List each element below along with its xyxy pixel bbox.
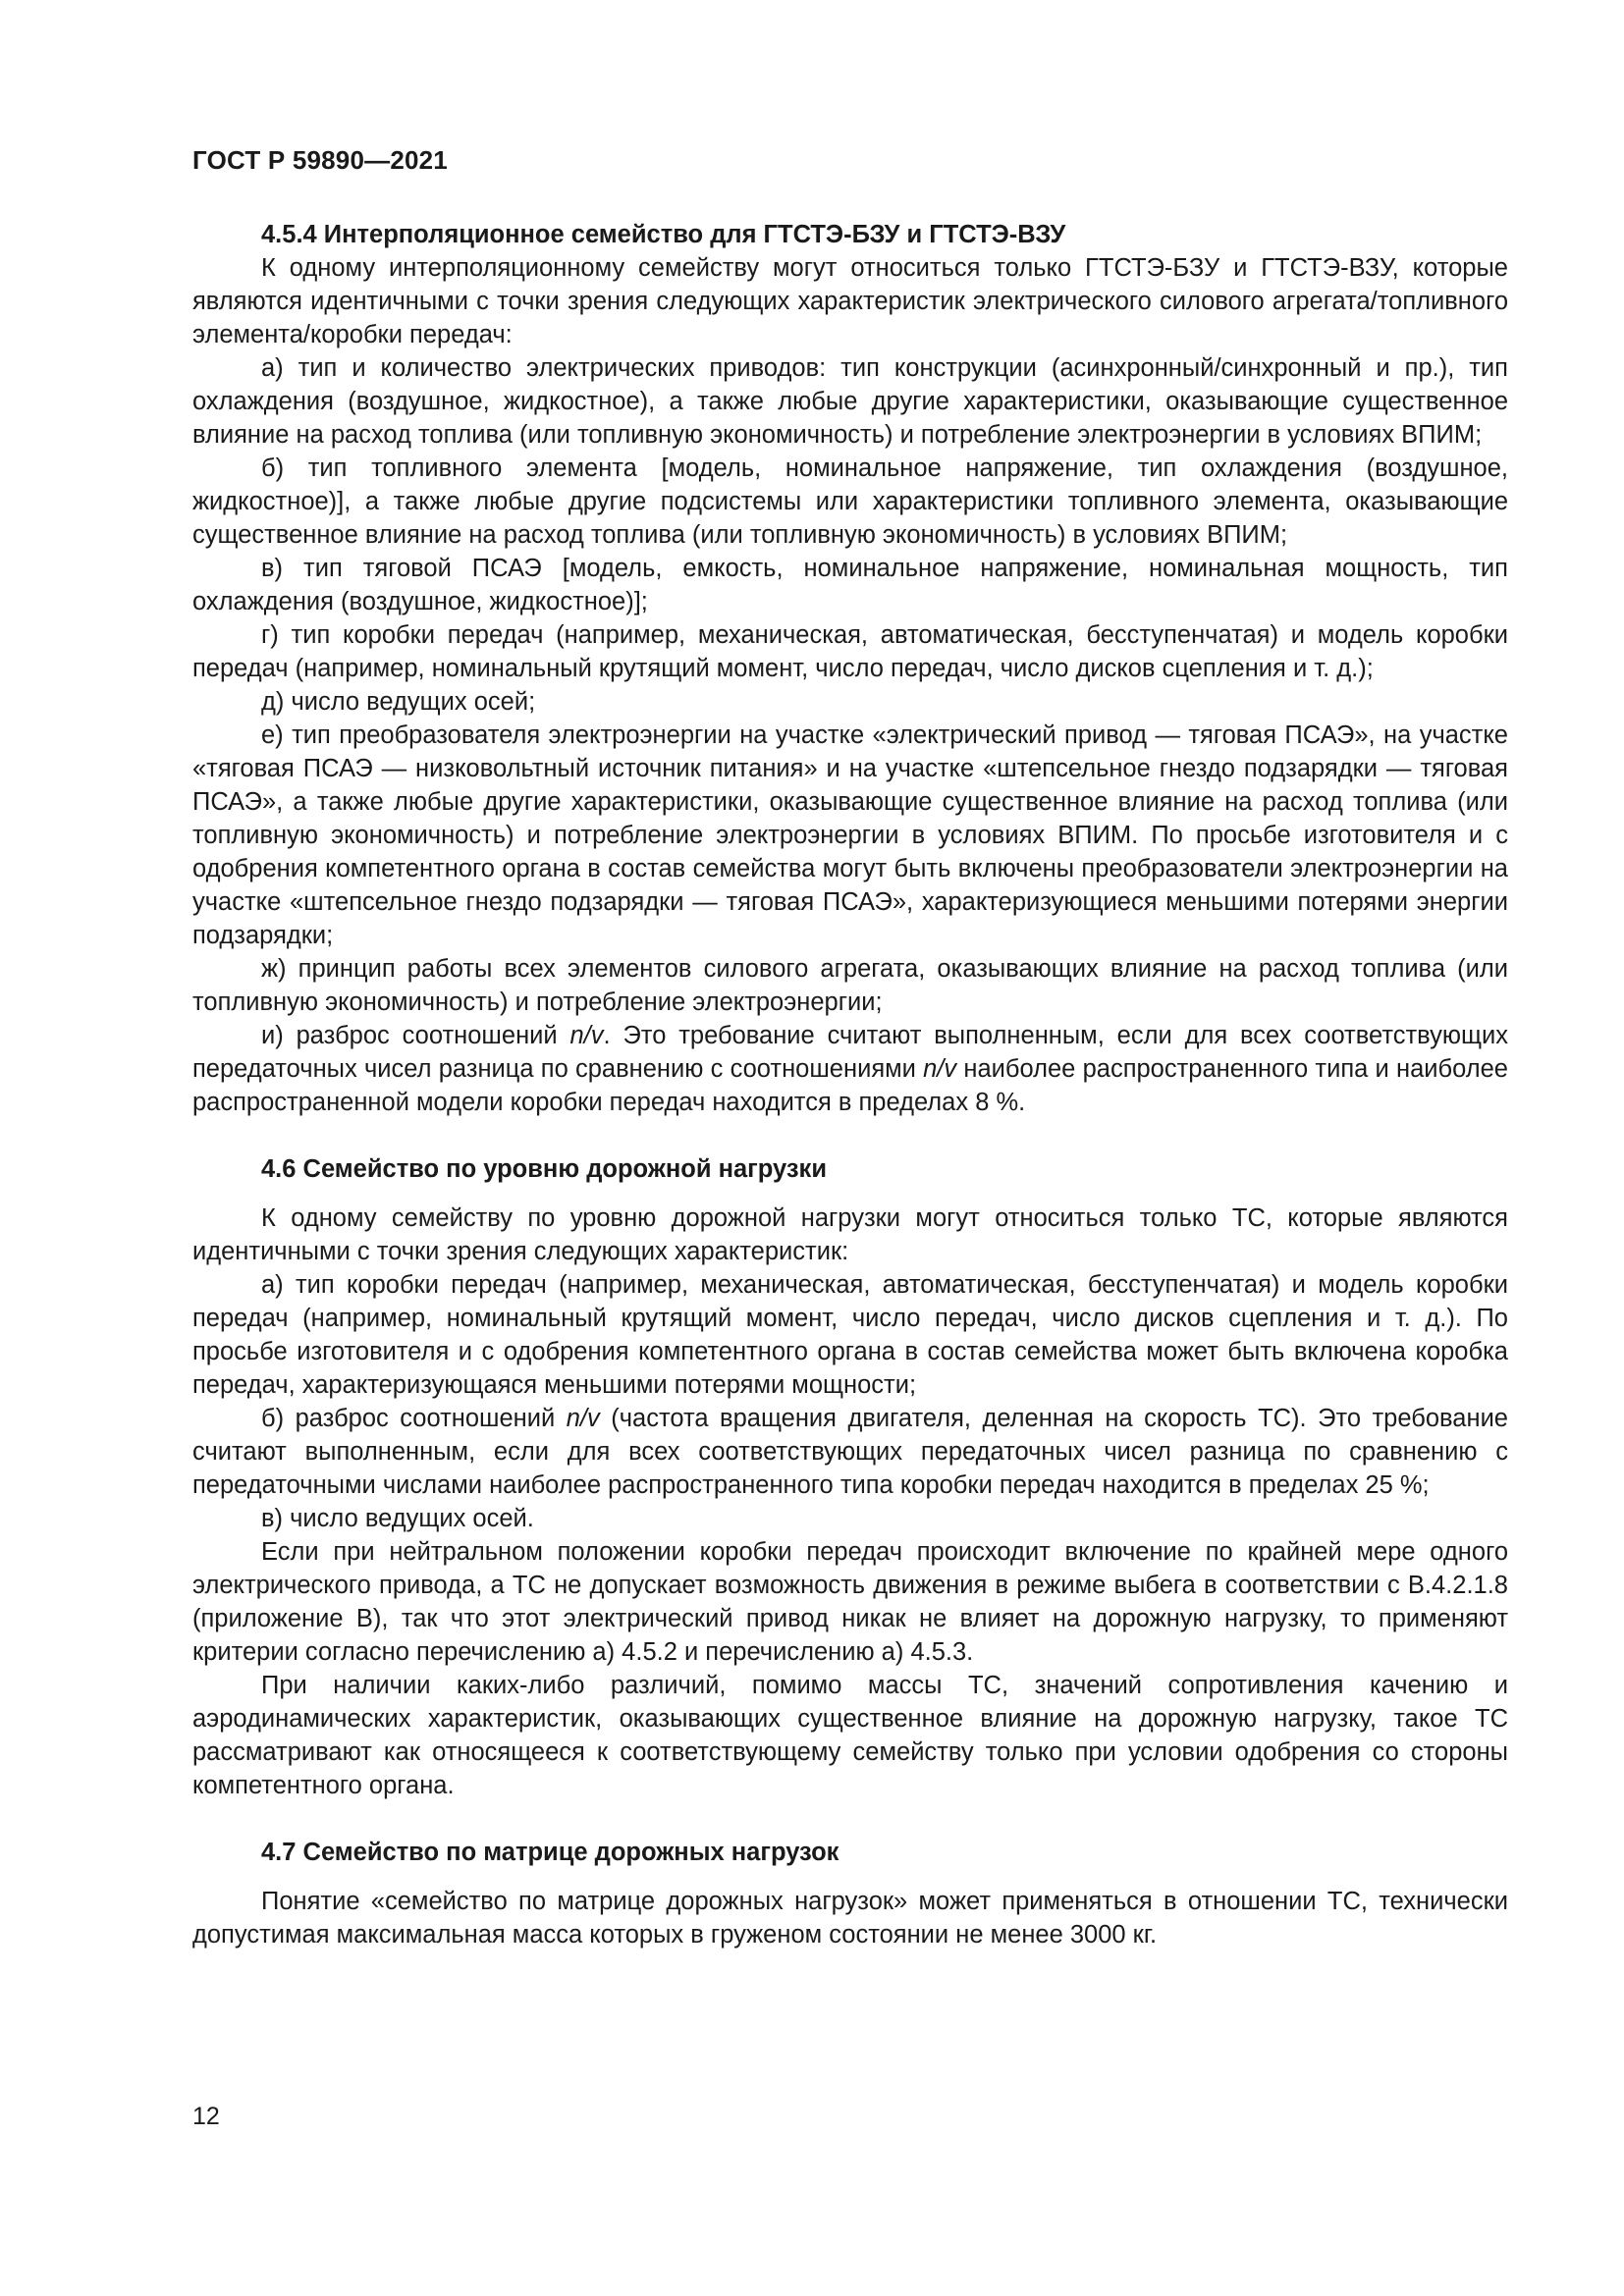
standard-code-header: ГОСТ Р 59890—2021 <box>192 145 448 175</box>
list-item-b <box>192 1402 1508 1502</box>
ratio-symbol: n/v <box>923 1055 957 1083</box>
list-item-v: в) тип тяговой ПСАЭ [модель, емкость, номинальное напряжение, номинальная мощность, тип охлаждения (воздушное, жидкостное)]; <box>192 555 1508 615</box>
list-item-a: а) тип и количество электрических приводов: тип конструкции (асинхронный/синхронный и пр.), тип охлаждения (воздушное, жидкостное), а также любые другие характеристики, оказывающие существенное влияние на расход топлива (или топливную экономичность) и потребление электроэнергии в условиях ВПИМ; <box>192 354 1508 449</box>
list-item-e: е) тип преобразователя электроэнергии на участке «электрический привод — тяговая ПСАЭ», на участке «тяговая ПСАЭ — низковольтный источник питания» и на участке «штепсельное гнездо подзарядки — тяговая ПСАЭ», а также любые другие характеристики, оказывающие существенное влияние на расход топлива (или топливную экономичность) и потребление электроэнергии в условиях ВПИМ. По просьбе изготовителя и с одобрения компетентного органа в состав семейства могут быть включены преобразователи электроэнергии на участке «штепсельное гнездо подзарядки — тяговая ПСАЭ», характеризующиеся меньшими потерями энергии подзарядки; <box>192 721 1508 949</box>
document-body <box>192 218 1508 1951</box>
list-item-zh: ж) принцип работы всех элементов силового агрегата, оказывающих влияние на расход топлива (или топливную экономичность) и потребление электроэнергии; <box>192 955 1508 1016</box>
section-title: 4.7 Семейство по матрице дорожных нагрузок <box>261 1839 839 1866</box>
section-title: 4.6 Семейство по уровню дорожной нагрузки <box>261 1155 827 1183</box>
section-title: 4.5.4 Интерполяционное семейство для ГТСТЭ-БЗУ и ГТСТЭ-ВЗУ <box>261 221 1066 248</box>
text-fragment: б) разброс соотношений <box>261 1405 567 1432</box>
ratio-symbol: n/v <box>566 1405 600 1432</box>
page-number: 12 <box>192 2103 220 2130</box>
list-item-b: б) тип топливного элемента [модель, номинальное напряжение, тип охлаждения (воздушное, жидкостное)], а также любые другие подсистемы или характеристики топливного элемента, оказывающие существенное влияние на расход топлива (или топливную экономичность) в условиях ВПИМ; <box>192 454 1508 549</box>
text-fragment: и) разброс соотношений <box>261 1022 570 1049</box>
section-4-6 <box>192 1152 1508 1802</box>
list-item-d: д) число ведущих осей; <box>261 688 536 716</box>
ratio-symbol: n/v <box>569 1022 604 1049</box>
text-fragment: наиболее распространенного типа и наиболее распространенной модели коробки передач находится в пределах 8 %. <box>192 1055 1508 1116</box>
paragraph: Если при нейтральном положении коробки передач происходит включение по крайней мере одного электрического привода, а ТС не допускает возможность движения в режиме выбега в соответствии с В.4.2.1.8 (приложение В), так что этот электрический привод никак не влияет на дорожную нагрузку, то применяют критерии согласно перечислению а) 4.5.2 и перечислению а) 4.5.3. <box>192 1538 1508 1666</box>
list-item-g: г) тип коробки передач (например, механическая, автоматическая, бесступенчатая) и модель коробки передач (например, номинальный крутящий момент, число передач, число дисков сцепления и т. д.); <box>192 621 1508 682</box>
paragraph: К одному интерполяционному семейству могут относиться только ГТСТЭ-БЗУ и ГТСТЭ-ВЗУ, которые являются идентичными с точки зрения следующих характеристик электрического силового агрегата/топливного элемента/коробки передач: <box>192 254 1508 348</box>
list-item-a: а) тип коробки передач (например, механическая, автоматическая, бесступенчатая) и модель коробки передач (например, номинальный крутящий момент, число передач, число дисков сцепления и т. д.). По просьбе изготовителя и с одобрения компетентного органа в состав семейства может быть включена коробка передач, характеризующаяся меньшими потерями мощности; <box>192 1271 1508 1399</box>
text-fragment: . Это требование считают выполненным, если для всех соответствующих передаточных чисел разница по сравнению с соотношениями <box>192 1022 1508 1083</box>
section-4-5-4 <box>192 218 1508 1119</box>
list-item-i <box>192 1019 1508 1119</box>
paragraph: При наличии каких-либо различий, помимо массы ТС, значений сопротивления качению и аэродинамических характеристик, оказывающих существенное влияние на дорожную нагрузку, такое ТС рассматривают как относящееся к соответствующему семейству только при условии одобрения со стороны компетентного органа. <box>192 1672 1508 1799</box>
section-4-7 <box>192 1836 1508 1951</box>
text-fragment: (частота вращения двигателя, деленная на скорость ТС). Это требование считают выполненным, если для всех соответствующих передаточных чисел разница по сравнению с передаточными числами наиболее распространенного типа коробки передач находится в пределах 25 %; <box>192 1405 1508 1499</box>
paragraph: К одному семейству по уровню дорожной нагрузки могут относиться только ТС, которые являются идентичными с точки зрения следующих характеристик: <box>192 1204 1508 1265</box>
paragraph: Понятие «семейство по матрице дорожных нагрузок» может применяться в отношении ТС, технически допустимая максимальная масса которых в груженом состоянии не менее 3000 кг. <box>192 1888 1508 1949</box>
list-item-v: в) число ведущих осей. <box>261 1505 534 1532</box>
